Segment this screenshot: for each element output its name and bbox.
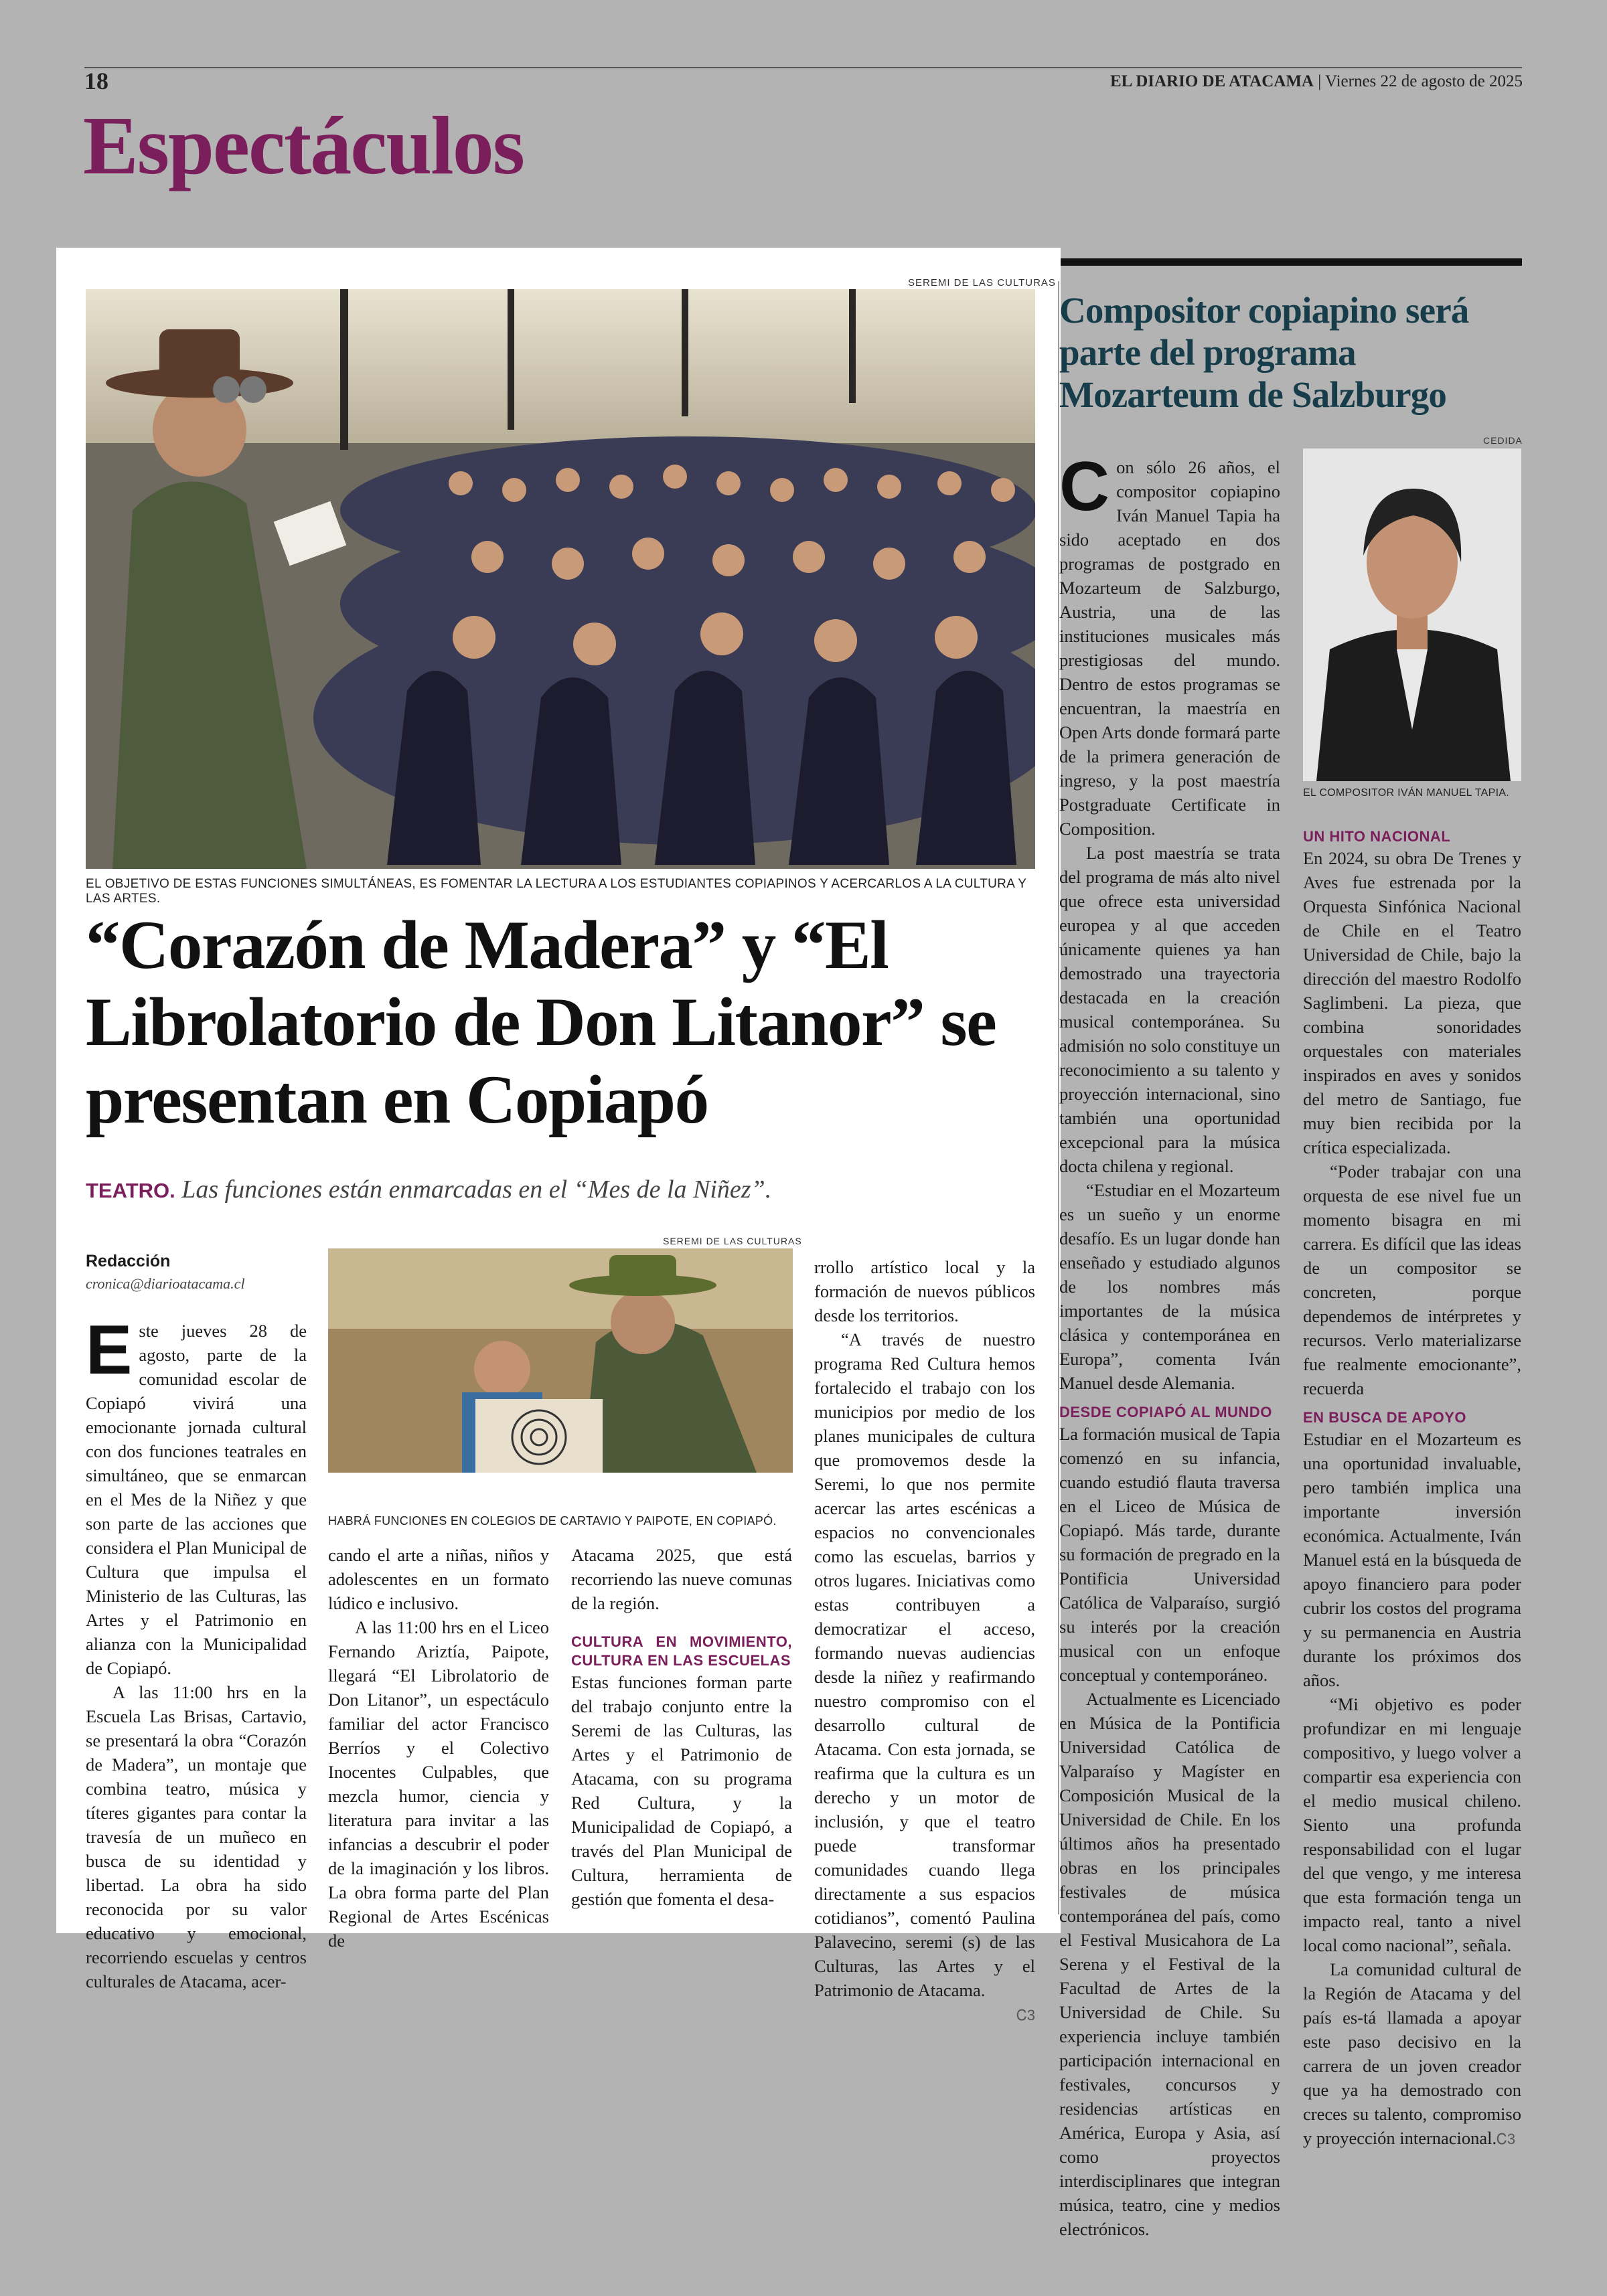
main-col4-paragraph-2: “A través de nuestro programa Red Cultura hemos fortalecido el trabajo con los municipios por medio de los planes municipales de cultura que promovemos desde la Seremi, lo que nos permite acercar las artes escénicas a espacios no convencionales como las escuelas, barrios y otros lugares. Iniciativas como estas contribuyen a democratizar el acceso, formando nuevas audiencias desde la niñez y reafirmando nuestro compromiso con el desarrollo cultural de Atacama. Con esta jornada, se reafirma que la cultura es un derecho y un motor de inclusión, y que el teatro puede transformar comunidades cuando llega directamente a sus espacios cotidianos”, comentó Paulina Palavecino, seremi (s) de las Culturas, las Artes y el Patrimonio de Atacama. <box>814 1329 1035 2000</box>
main-column-1 <box>86 1311 307 1993</box>
publication-name: EL DIARIO DE ATACAMA <box>1110 72 1314 90</box>
small-photo-caption: HABRÁ FUNCIONES EN COLEGIOS DE CARTAVIO Y PAIPOTE, EN COPIAPÓ. <box>328 1514 777 1528</box>
section-title: Espectáculos <box>83 100 524 191</box>
main-column-3 <box>571 1543 792 1911</box>
main-column-4 <box>814 1255 1035 2028</box>
deck-line <box>86 1175 1023 1204</box>
side-colB-text-5: La comunidad cultural de la Región de Atacama y del país es-tá llamada a apoyar este paso decisivo en la carrera de un joven creador que ya ha demostrado con creces su talento, compromiso y proyección internacional. <box>1303 1959 1521 2148</box>
main-col1-paragraph-2: A las 11:00 hrs en la Escuela Las Brisas, Cartavio, se presentará la obra “Corazón de Madera”, un montaje que combina teatro, música y títeres gigantes para contar la travesía de un muñeco en busca de su identidad y libertad. La obra ha sido reconocida por su valor educativo y emocional, recorriendo escuelas y centros culturales de Atacama, acer- <box>86 1682 307 1991</box>
deck: Las funciones están enmarcadas en el “Mes de la Niñez”. <box>181 1175 772 1204</box>
small-photo <box>328 1248 793 1473</box>
byline: Redacción <box>86 1252 171 1270</box>
side-headline: Compositor copiapino será parte del programa Mozarteum de Salzburgo <box>1059 290 1469 415</box>
page-number: 18 <box>84 68 108 94</box>
side-column-b <box>1303 827 1521 2151</box>
main-end-mark: Ꮯ3 <box>1016 2007 1035 2024</box>
side-colA-paragraph-5: Actualmente es Licenciado en Música de la Pontificia Universidad Católica de Valparaíso y Magíster en Composición Musical de la Universidad de Chile. En los últimos años ha presentado obras en los principales festivales de música contemporánea del país, como el Festival Musicahora de La Serena y el Festival de la Facultad de Artes de la Universidad de Chile. Su experiencia incluye también participación internacional en festivales, concursos y residencias artísticas en América, Europa y Asia, así como proyectos interdisciplinares que integran música, teatro, cine y medios electrónicos. <box>1059 1689 1280 2239</box>
small-photo-image <box>328 1248 793 1473</box>
side-colA-paragraph-2: La post maestría se trata del programa de más alto nivel que ofrece esta universidad europea y al que acceden únicamente quienes ya han demostrado una trayectoria destacada en la creación musical contemporánea. Su admisión no solo constituye un reconocimiento a su talento y proyección internacional, sino también una oportunidad excepcional para la música docta chilena y regional. <box>1059 843 1280 1176</box>
side-photo-image <box>1303 448 1521 781</box>
side-colA-paragraph-3: “Estudiar en el Mozarteum es un sueño y un enorme desafío. Es un lugar donde han enseñado y estudiado algunos de los nombres más importantes de la música clásica y contemporánea en Europa”, comenta Iván Manuel desde Alemania. <box>1059 1180 1280 1393</box>
side-colB-paragraph-2: “Poder trabajar con una orquesta de ese nivel fue un momento bisagra en mi carrera. Es difícil que las ideas de un compositor se concreten, porque dependemos de intérpretes y recursos. Verlo materializarse fue realmente emocionante”, recuerda <box>1303 1161 1521 1398</box>
side-photo-caption: EL COMPOSITOR IVÁN MANUEL TAPIA. <box>1303 787 1510 799</box>
main-column-2 <box>328 1543 549 1953</box>
side-colA-subhead: DESDE COPIAPÓ AL MUNDO <box>1059 1404 1272 1420</box>
main-headline: “Corazón de Madera” y “El Librolatorio de Don Litanor” se presentan en Copiapó <box>86 907 996 1138</box>
author-email: cronica@diarioatacama.cl <box>86 1275 245 1292</box>
side-colA-paragraph-4: La formación musical de Tapia comenzó en su infancia, cuando estudió flauta traversa en el Liceo de Música de Copiapó. Más tarde, durante su formación de pregrado en la Pontificia Universidad Católica de Valparaíso, surgió su interés por la creación musical con un enfoque conceptual y contemporáneo. <box>1059 1424 1280 1685</box>
main-col3-paragraph-2: Estas funciones forman parte del trabajo conjunto entre la Seremi de las Culturas, las Artes y el Patrimonio de Atacama, con su programa Red Cultura, y la Municipalidad de Copiapó, a través del Plan Municipal de Cultura, herramienta de gestión que fomenta el desa- <box>571 1672 792 1909</box>
main-col1-paragraph-1 <box>86 1311 307 1680</box>
main-col2-paragraph-2: A las 11:00 hrs en el Liceo Fernando Ariztía, Paipote, llegará “El Librolatorio de Don Litanor”, un espectáculo familiar del actor Francisco Berríos y el Colectivo Inocentes Culpables, que mezcla humor, ciencia y literatura para invitar a las infancias a descubrir el poder de la imaginación y los libros. La obra forma parte del Plan Regional de Artes Escénicas de <box>328 1617 549 1951</box>
side-photo <box>1303 448 1521 781</box>
masthead-separator: | <box>1318 72 1326 90</box>
main-photo-image <box>86 289 1035 869</box>
side-colB-subhead-1: UN HITO NACIONAL <box>1303 828 1451 845</box>
main-photo-credit: SEREMI DE LAS CULTURAS <box>908 277 1056 289</box>
side-column-a <box>1059 448 1280 2241</box>
side-end-mark: Ꮯ3 <box>1497 2131 1516 2147</box>
drop-cap: E <box>86 1311 133 1389</box>
side-colB-subhead-2: EN BUSCA DE APOYO <box>1303 1409 1467 1426</box>
main-col2-paragraph-1: cando el arte a niñas, niños y adolescentes en un formato lúdico e inclusivo. <box>328 1545 549 1613</box>
masthead <box>1110 72 1523 91</box>
main-col3-paragraph-1: Atacama 2025, que está recorriendo las nueve comunas de la región. <box>571 1545 792 1613</box>
main-col1-text-1: ste jueves 28 de agosto, parte de la comunidad escolar de Copiapó vivirá una emocionante jornada cultural con dos funciones teatrales en simultáneo, que se enmarcan en el Mes de la Niñez y que son parte de las acciones que considera el Plan Municipal de Cultura que impulsa el Ministerio de las Culturas, las Artes y el Patrimonio en alianza con la Municipalidad de Copiapó. <box>86 1321 307 1678</box>
side-colB-paragraph-4: “Mi objetivo es poder profundizar en mi lenguaje compositivo, y luego volver a compartir esa experiencia con el medio musical chileno. Siento una profunda responsabilidad con el lugar del que vengo, y me interesa que esta formación tenga un impacto real, tanto a nivel local como nacional”, señala. <box>1303 1694 1521 1955</box>
main-photo-caption: EL OBJETIVO DE ESTAS FUNCIONES SIMULTÁNEAS, ES FOMENTAR LA LECTURA A LOS ESTUDIANTES COPIAPINOS Y ACERCARLOS A LA CULTURA Y LAS ARTES. <box>86 877 1026 906</box>
kicker: TEATRO. <box>86 1179 175 1202</box>
main-col3-subhead: CULTURA EN MOVIMIENTO, CULTURA EN LAS ESCUELAS <box>571 1633 792 1669</box>
side-colB-paragraph-3: Estudiar en el Mozarteum es una oportunidad invaluable, pero también implica una importante inversión económica. Actualmente, Iván Manuel está en la búsqueda de apoyo financiero para poder cubrir los costos del programa y su permanencia en Austria durante los próximos dos años. <box>1303 1429 1521 1690</box>
header-rule <box>84 67 1522 68</box>
side-colB-paragraph-1: En 2024, su obra De Trenes y Aves fue estrenada por la Orquesta Sinfónica Nacional de Chile en el Teatro Universidad de Chile, bajo la dirección del maestro Rodolfo Saglimbeni. La pieza, que combina sonoridades orquestales con materiales inspirados en aves y sonidos del metro de Santiago, fue muy bien recibida por la crítica especializada. <box>1303 848 1521 1157</box>
issue-date: Viernes 22 de agosto de 2025 <box>1325 72 1523 90</box>
main-col4-paragraph-1: rrollo artístico local y la formación de nuevos públicos desde los territorios. <box>814 1257 1035 1325</box>
small-photo-credit: SEREMI DE LAS CULTURAS <box>663 1236 802 1246</box>
side-colA-paragraph-1 <box>1059 448 1280 841</box>
main-photo <box>86 289 1035 869</box>
side-colA-text-1: on sólo 26 años, el compositor copiapino Iván Manuel Tapia ha sido aceptado en dos programas de postgrado en Mozarteum de Salzburgo, Austria, una de las instituciones musicales más prestigiosas del mundo. Dentro de estos programas se encuentran, la maestría en Open Arts donde formará parte de la primera generación de ingreso, y la post maestría Postgraduate Certificate in Composition. <box>1059 457 1280 839</box>
side-colB-paragraph-5 <box>1303 1957 1521 2151</box>
side-drop-cap: C <box>1059 448 1110 525</box>
side-photo-credit: CEDIDA <box>1483 435 1523 446</box>
